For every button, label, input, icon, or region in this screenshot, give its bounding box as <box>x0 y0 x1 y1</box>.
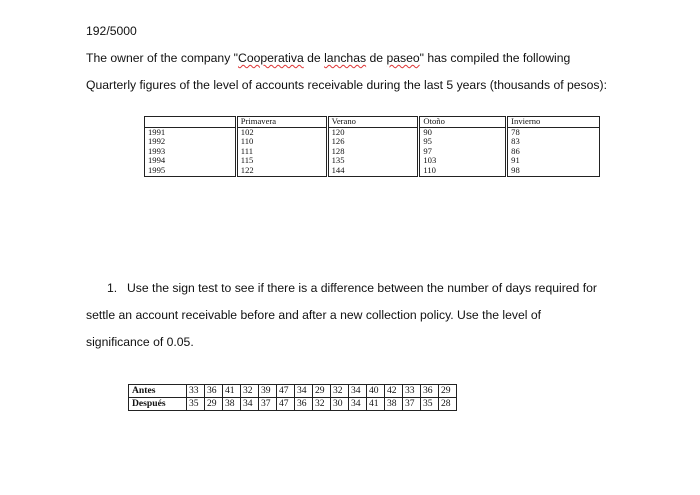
value-cell: 90 <box>419 127 507 137</box>
question-line-3: significance of 0.05. <box>86 335 194 349</box>
value-cell: 111 <box>236 147 327 157</box>
value-cell: 78 <box>507 127 600 137</box>
spellcheck-word: lanchas <box>324 51 367 65</box>
antes-label: Antes <box>129 385 187 398</box>
despues-value-cell: 30 <box>331 398 349 411</box>
year-cell: 1994 <box>145 156 237 166</box>
antes-value-cell: 40 <box>367 385 385 398</box>
value-cell: 86 <box>507 147 600 157</box>
value-cell: 91 <box>507 156 600 166</box>
despues-value-cell: 36 <box>295 398 313 411</box>
despues-value-cell: 41 <box>367 398 385 411</box>
intro-line-1 <box>86 50 570 66</box>
despues-value-cell: 34 <box>349 398 367 411</box>
header-cell: Otoño <box>419 117 507 128</box>
header-cell: Verano <box>327 117 419 128</box>
value-cell: 122 <box>236 166 327 176</box>
year-cell: 1995 <box>145 166 237 176</box>
antes-value-cell: 32 <box>331 385 349 398</box>
intro-text-post: " has compiled the following <box>419 51 571 65</box>
antes-value-cell: 34 <box>295 385 313 398</box>
question-number: 1. <box>107 281 118 295</box>
table-row <box>145 156 600 166</box>
value-cell: 97 <box>419 147 507 157</box>
header-cell: Invierno <box>507 117 600 128</box>
despues-value-cell: 47 <box>277 398 295 411</box>
intro-text-pre: The owner of the company " <box>86 51 239 65</box>
antes-value-cell: 47 <box>277 385 295 398</box>
intro-text: de <box>366 51 387 65</box>
value-cell: 126 <box>327 137 419 147</box>
antes-value-cell: 33 <box>187 385 205 398</box>
antes-value-cell: 36 <box>421 385 439 398</box>
antes-value-cell: 29 <box>313 385 331 398</box>
value-cell: 102 <box>236 127 327 137</box>
value-cell: 98 <box>507 166 600 176</box>
despues-value-cell: 37 <box>259 398 277 411</box>
question-line-1: Use the sign test to see if there is a difference between the number of days required for <box>127 281 597 295</box>
value-cell: 128 <box>327 147 419 157</box>
despues-value-cell: 28 <box>439 398 457 411</box>
table-row <box>145 147 600 157</box>
value-cell: 95 <box>419 137 507 147</box>
value-cell: 135 <box>327 156 419 166</box>
question-line-2: settle an account receivable before and after a new collection policy. Use the level of <box>86 308 542 322</box>
despues-value-cell: 29 <box>205 398 223 411</box>
despues-value-cell: 37 <box>403 398 421 411</box>
spellcheck-word: paseo <box>386 51 420 65</box>
header-cell: Primavera <box>236 117 327 128</box>
despues-value-cell: 38 <box>223 398 241 411</box>
value-cell: 103 <box>419 156 507 166</box>
value-cell: 110 <box>236 137 327 147</box>
antes-row <box>129 385 457 398</box>
despues-value-cell: 38 <box>385 398 403 411</box>
value-cell: 115 <box>236 156 327 166</box>
intro-line-2: Quarterly figures of the level of accounts receivable during the last 5 years (thousands of pesos): <box>86 78 607 92</box>
before-after-table <box>128 384 457 411</box>
value-cell: 144 <box>327 166 419 176</box>
table-header-row <box>145 117 600 128</box>
despues-value-cell: 35 <box>187 398 205 411</box>
despues-row <box>129 398 457 411</box>
year-cell: 1993 <box>145 147 237 157</box>
antes-value-cell: 29 <box>439 385 457 398</box>
antes-value-cell: 42 <box>385 385 403 398</box>
header-cell <box>145 117 237 128</box>
year-cell: 1991 <box>145 127 237 137</box>
value-cell: 110 <box>419 166 507 176</box>
antes-value-cell: 33 <box>403 385 421 398</box>
year-cell: 1992 <box>145 137 237 147</box>
antes-value-cell: 34 <box>349 385 367 398</box>
table-row <box>145 166 600 176</box>
despues-label: Después <box>129 398 187 411</box>
antes-value-cell: 41 <box>223 385 241 398</box>
antes-value-cell: 39 <box>259 385 277 398</box>
quarterly-receivables-table <box>144 116 600 177</box>
intro-text: de <box>303 51 325 65</box>
despues-value-cell: 32 <box>313 398 331 411</box>
value-cell: 83 <box>507 137 600 147</box>
value-cell: 120 <box>327 127 419 137</box>
table-row <box>145 137 600 147</box>
antes-value-cell: 32 <box>241 385 259 398</box>
character-counter: 192/5000 <box>86 24 137 38</box>
antes-value-cell: 36 <box>205 385 223 398</box>
table-row <box>145 127 600 137</box>
spellcheck-word: Cooperativa <box>238 51 304 65</box>
despues-value-cell: 35 <box>421 398 439 411</box>
despues-value-cell: 34 <box>241 398 259 411</box>
